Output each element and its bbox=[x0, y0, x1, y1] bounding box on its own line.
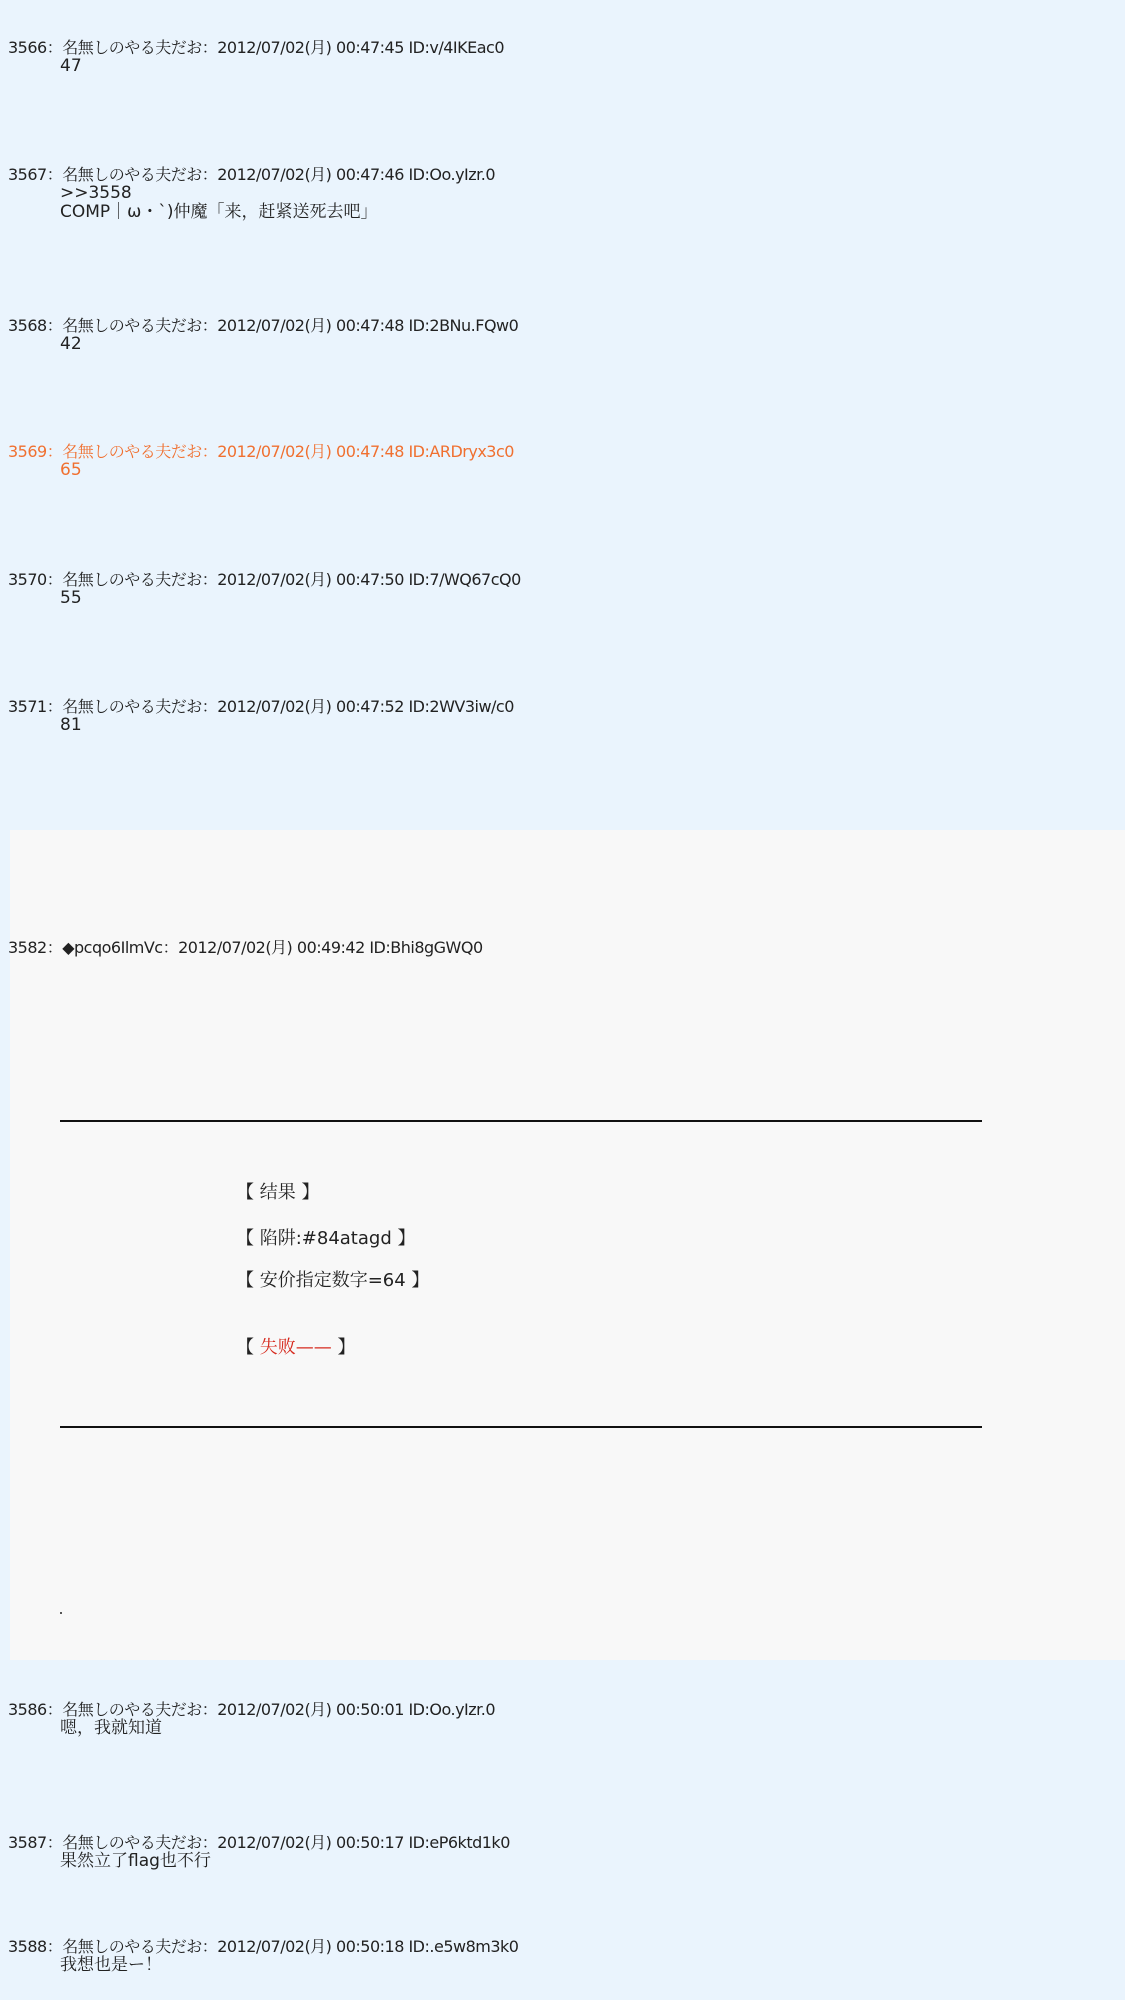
post-header: 3567：名無しのやる夫だお：2012/07/02(月) 00:47:46 ID:Oo.yIzr.0 bbox=[8, 165, 496, 184]
bracket-open: 【 bbox=[236, 1337, 260, 1358]
dot-mark bbox=[60, 1612, 62, 1614]
post-body-quote-link[interactable]: >>3558 bbox=[60, 183, 132, 203]
post-header: 3566：名無しのやる夫だお：2012/07/02(月) 00:47:45 ID:v/4IKEac0 bbox=[8, 38, 505, 57]
result-fail-line bbox=[236, 1333, 355, 1359]
post-header: 3568：名無しのやる夫だお：2012/07/02(月) 00:47:48 ID:2BNu.FQw0 bbox=[8, 316, 519, 335]
post-body: 果然立了flag也不行 bbox=[60, 1851, 211, 1871]
post-header: 3569：名無しのやる夫だお：2012/07/02(月) 00:47:48 ID:ARDryx3c0 bbox=[8, 442, 514, 461]
post-body: 我想也是ー！ bbox=[60, 1955, 162, 1975]
post-body: COMP｜ω・`)仲魔「来，赶紧送死去吧」 bbox=[60, 202, 378, 222]
post-3586 bbox=[8, 1700, 495, 1738]
post-3571 bbox=[8, 697, 514, 735]
post-3566 bbox=[8, 38, 504, 76]
post-body: 81 bbox=[60, 715, 82, 735]
post-3588 bbox=[8, 1937, 518, 1975]
post-body: 65 bbox=[60, 460, 82, 480]
post-body: 嗯，我就知道 bbox=[60, 1718, 162, 1738]
fail-text: 失败—— bbox=[259, 1337, 332, 1358]
post-header: 3571：名無しのやる夫だお：2012/07/02(月) 00:47:52 ID:2WV3iw/c0 bbox=[8, 697, 514, 716]
post-header: 3588：名無しのやる夫だお：2012/07/02(月) 00:50:18 ID:.e5w8m3k0 bbox=[8, 1937, 519, 1956]
post-header: 3570：名無しのやる夫だお：2012/07/02(月) 00:47:50 ID:7/WQ67cQ0 bbox=[8, 570, 521, 589]
bracket-close: 】 bbox=[331, 1337, 356, 1358]
post-3568 bbox=[8, 316, 518, 354]
post-body: 55 bbox=[60, 588, 82, 608]
result-number: 【 安价指定数字=64 】 bbox=[236, 1270, 430, 1291]
post-3587 bbox=[8, 1833, 510, 1871]
post-3582 bbox=[8, 938, 483, 957]
result-title: 【 结果 】 bbox=[236, 1182, 320, 1203]
divider-top bbox=[60, 1120, 982, 1122]
post-3570 bbox=[8, 570, 521, 608]
post-3567 bbox=[8, 165, 495, 222]
post-body: 42 bbox=[60, 334, 82, 354]
post-header: 3587：名無しのやる夫だお：2012/07/02(月) 00:50:17 ID:eP6ktd1k0 bbox=[8, 1833, 510, 1852]
result-trap: 【 陷阱:#84atagd 】 bbox=[236, 1228, 416, 1249]
post-header: 3582：◆pcqo6IlmVc：2012/07/02(月) 00:49:42 ID:Bhi8gGWQ0 bbox=[8, 938, 483, 957]
post-header: 3586：名無しのやる夫だお：2012/07/02(月) 00:50:01 ID:Oo.yIzr.0 bbox=[8, 1700, 496, 1719]
post-3569 bbox=[8, 442, 514, 480]
divider-bottom bbox=[60, 1426, 982, 1428]
post-body: 47 bbox=[60, 56, 82, 76]
